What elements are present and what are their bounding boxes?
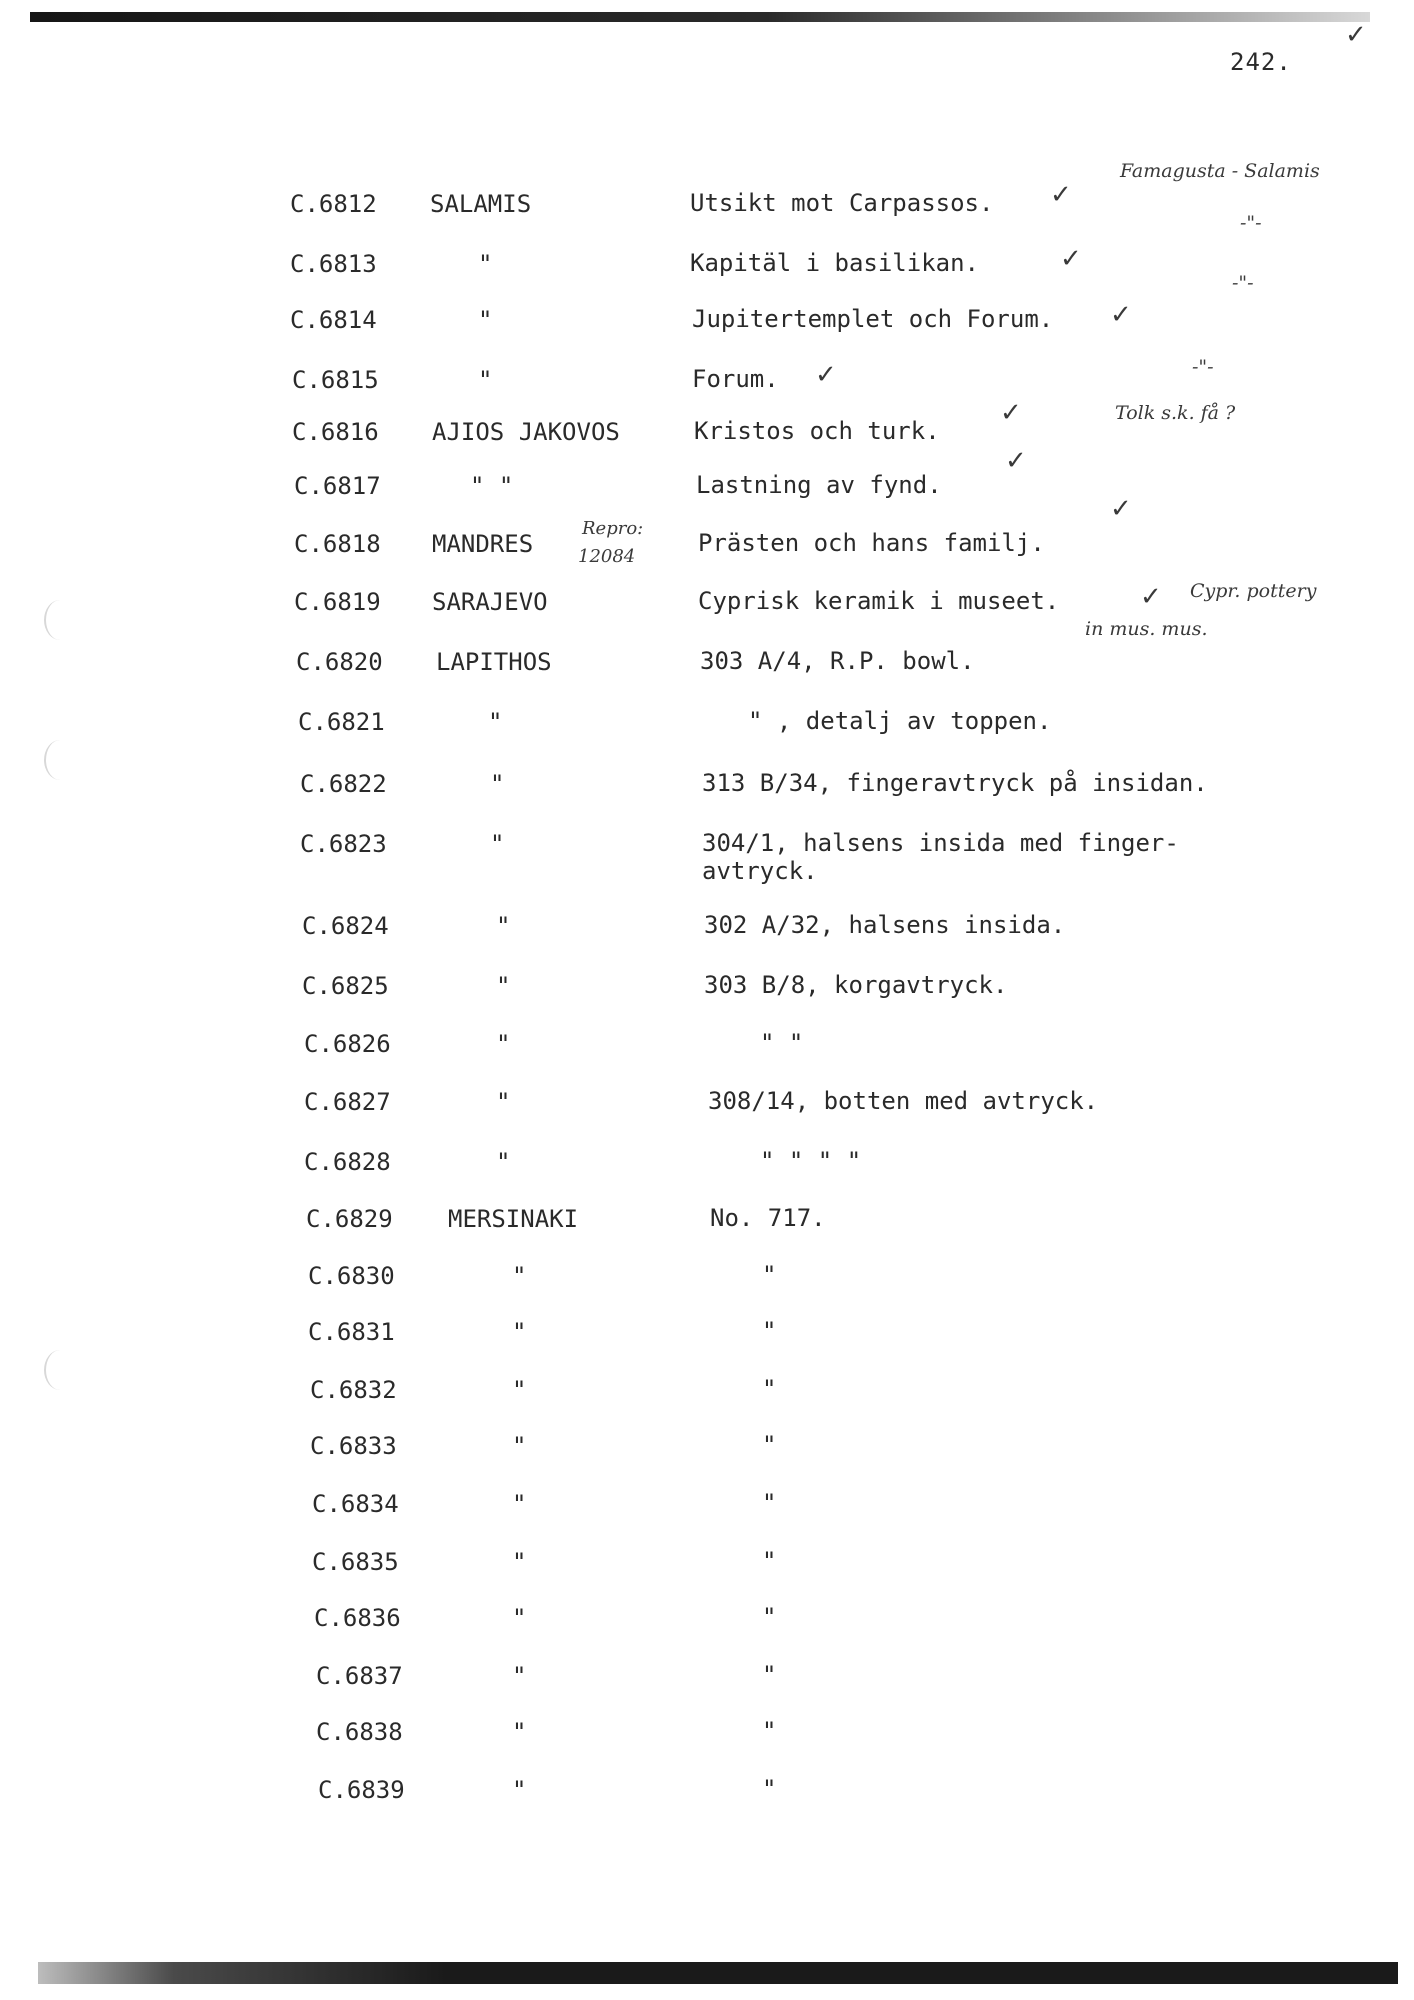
check-mark-icon: ✓ (1140, 582, 1162, 612)
entry-site: " (478, 366, 493, 394)
entry-code: C.6833 (310, 1432, 397, 1460)
check-mark-icon: ✓ (1345, 20, 1367, 50)
entry-site: MANDRES (432, 530, 534, 558)
entry-description: " (762, 1603, 777, 1631)
entry-description: " (762, 1661, 777, 1689)
entry-site: " (490, 770, 505, 798)
entry-code: C.6834 (312, 1490, 399, 1518)
entry-description: " (762, 1375, 777, 1403)
entry-description: Lastning av fynd. (696, 471, 942, 499)
entry-site: " (512, 1432, 527, 1460)
entry-code: C.6815 (292, 366, 379, 394)
entry-site: " (512, 1604, 527, 1632)
entry-description: " (762, 1717, 777, 1745)
entry-description: 302 A/32, halsens insida. (704, 911, 1066, 939)
entry-site: " (496, 1088, 511, 1116)
entry-code: C.6827 (304, 1088, 391, 1116)
entry-code: C.6813 (290, 250, 377, 278)
handwritten-note: -"- (1192, 356, 1214, 378)
check-mark-icon: ✓ (1005, 446, 1027, 476)
entry-site: SALAMIS (430, 190, 532, 218)
entry-description: " (762, 1489, 777, 1517)
entry-description: " , detalj av toppen. (748, 707, 1052, 735)
entry-site: SARAJEVO (432, 588, 548, 616)
entry-description: Forum. (692, 365, 779, 393)
handwritten-note: Famagusta - Salamis (1120, 160, 1320, 182)
entry-code: C.6818 (294, 530, 381, 558)
entry-code: C.6839 (318, 1776, 405, 1804)
entry-description: " (762, 1431, 777, 1459)
entry-code: C.6838 (316, 1718, 403, 1746)
entry-description: " (762, 1261, 777, 1289)
punch-hole-mark (44, 1350, 76, 1390)
handwritten-note: Cypr. pottery (1190, 580, 1317, 602)
entry-code: C.6836 (314, 1604, 401, 1632)
entry-site: " (512, 1262, 527, 1290)
entry-description: " (762, 1547, 777, 1575)
entry-code: C.6820 (296, 648, 383, 676)
entry-code: C.6821 (298, 708, 385, 736)
entry-description: 308/14, botten med avtryck. (708, 1087, 1099, 1115)
entry-site: MERSINAKI (448, 1205, 579, 1233)
entry-code: C.6837 (316, 1662, 403, 1690)
handwritten-note: Repro: (582, 518, 644, 539)
entry-description: 313 B/34, fingeravtryck på insidan. (702, 769, 1208, 797)
check-mark-icon: ✓ (1050, 180, 1072, 210)
entry-code: C.6829 (306, 1205, 393, 1233)
entry-description: Kristos och turk. (694, 417, 940, 445)
entry-description: 303 A/4, R.P. bowl. (700, 647, 975, 675)
entry-code: C.6828 (304, 1148, 391, 1176)
entry-code: C.6824 (302, 912, 389, 940)
entry-description: Prästen och hans familj. (698, 529, 1045, 557)
entry-site: " (512, 1318, 527, 1346)
entry-description: " (762, 1775, 777, 1803)
entry-description: Jupitertemplet och Forum. (692, 305, 1054, 333)
entry-site: " (512, 1662, 527, 1690)
check-mark-icon: ✓ (815, 360, 837, 390)
punch-hole-mark (44, 740, 76, 780)
scan-edge-top (30, 12, 1370, 22)
entry-description: Cyprisk keramik i museet. (698, 587, 1060, 615)
page-number: 242. (1230, 48, 1292, 76)
entry-code: C.6832 (310, 1376, 397, 1404)
entry-code: C.6831 (308, 1318, 395, 1346)
entry-description: Utsikt mot Carpassos. (690, 189, 994, 217)
check-mark-icon: ✓ (1110, 494, 1132, 524)
entry-site: " (478, 250, 493, 278)
entry-site: " (512, 1718, 527, 1746)
scan-edge-bottom (38, 1962, 1398, 1984)
handwritten-note: -"- (1240, 212, 1262, 234)
handwritten-note: in mus. mus. (1085, 618, 1208, 640)
entry-site: " (478, 306, 493, 334)
entry-site: " (496, 972, 511, 1000)
entry-code: C.6823 (300, 830, 387, 858)
check-mark-icon: ✓ (1060, 244, 1082, 274)
entry-site: " (512, 1490, 527, 1518)
entry-site: " " (470, 472, 514, 500)
handwritten-note: Tolk s.k. få ? (1115, 402, 1236, 424)
entry-code: C.6814 (290, 306, 377, 334)
entry-site: " (496, 912, 511, 940)
entry-description: Kapitäl i basilikan. (690, 249, 979, 277)
entry-description: 304/1, halsens insida med finger- (702, 829, 1179, 857)
entry-code: C.6812 (290, 190, 377, 218)
entry-description: " (762, 1317, 777, 1345)
entry-code: C.6825 (302, 972, 389, 1000)
handwritten-note: 12084 (578, 546, 636, 567)
entry-description: " " (760, 1029, 804, 1057)
entry-site: " (512, 1776, 527, 1804)
entry-code: C.6817 (294, 472, 381, 500)
entry-code: C.6835 (312, 1548, 399, 1576)
entry-site: " (488, 708, 503, 736)
entry-site: LAPITHOS (436, 648, 552, 676)
handwritten-note: -"- (1232, 272, 1254, 294)
entry-code: C.6816 (292, 418, 379, 446)
entry-code: C.6830 (308, 1262, 395, 1290)
entry-site: " (496, 1030, 511, 1058)
entry-site: " (512, 1548, 527, 1576)
entry-description-cont: avtryck. (702, 857, 818, 885)
entry-description: " " " " (760, 1147, 862, 1175)
entry-site: " (496, 1148, 511, 1176)
entry-site: " (490, 830, 505, 858)
entry-code: C.6819 (294, 588, 381, 616)
entry-site: " (512, 1376, 527, 1404)
check-mark-icon: ✓ (1110, 300, 1132, 330)
entry-site: AJIOS JAKOVOS (432, 418, 620, 446)
entry-code: C.6826 (304, 1030, 391, 1058)
punch-hole-mark (44, 600, 76, 640)
entry-code: C.6822 (300, 770, 387, 798)
entry-description: 303 B/8, korgavtryck. (704, 971, 1008, 999)
check-mark-icon: ✓ (1000, 398, 1022, 428)
entry-description: No. 717. (710, 1204, 826, 1232)
